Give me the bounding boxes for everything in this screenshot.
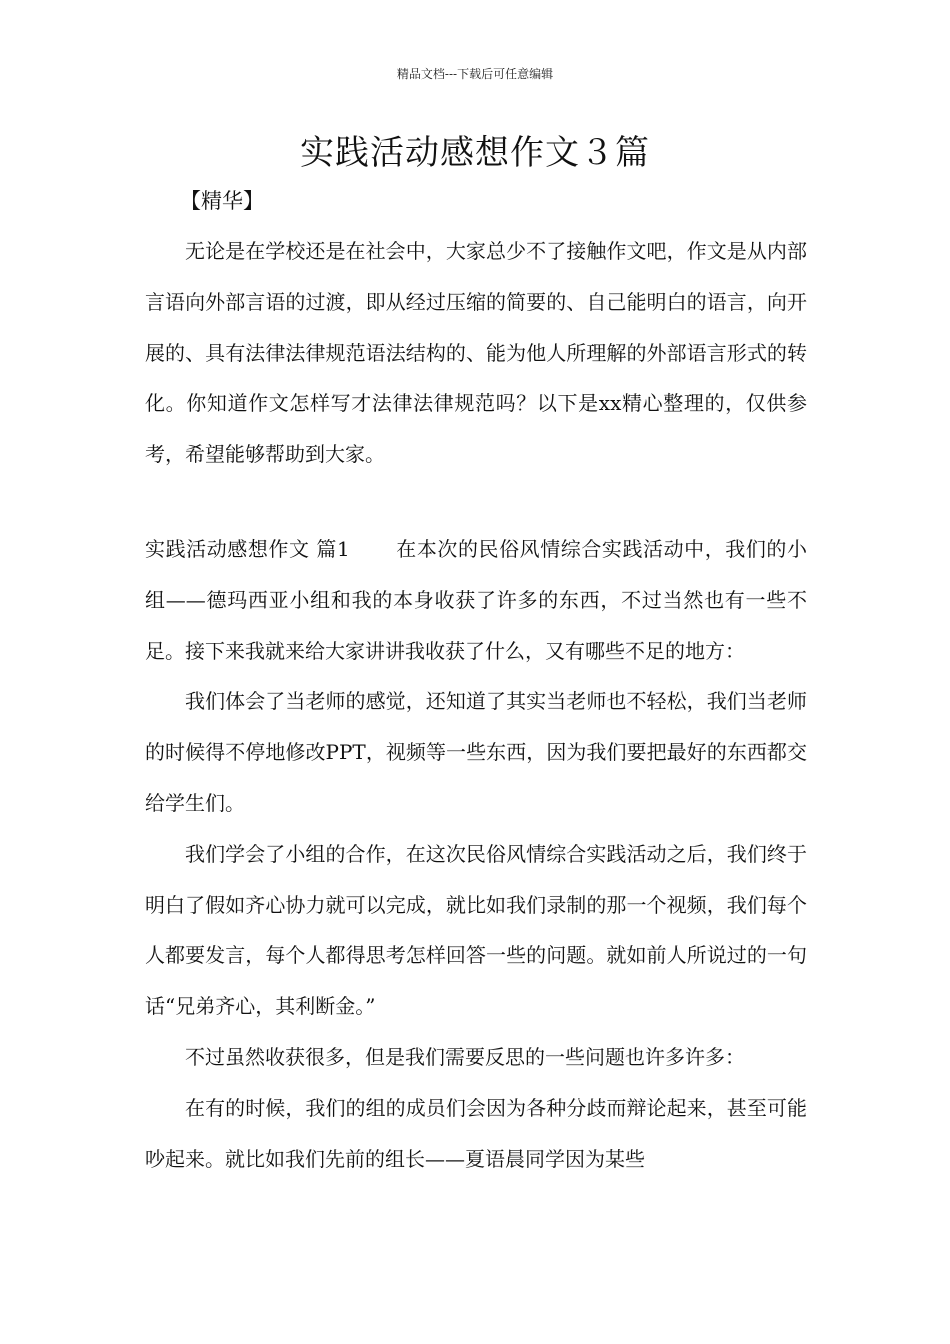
article-paragraph-2: 我们体会了当老师的感觉，还知道了其实当老师也不轻松，我们当老师的时候得不停地修改PPT，视频等一些东西，因为我们要把最好的东西都交给学生们。 [145,689,807,815]
article-paragraph-1 [145,524,807,676]
intro-section [145,226,807,480]
article-section [145,524,807,1184]
intro-paragraph: 无论是在学校还是在社会中，大家总少不了接触作文吧，作文是从内部言语向外部言语的过渡，即从经过压缩的简要的、自己能明白的语言，向开展的、具有法律法律规范语法结构的、能为他人所理解的外部语言形式的转化。你知道作文怎样写才法律法律规范吗？以下是xx精心整理的，仅供参考，希望能够帮助到大家。 [145,239,807,467]
article-paragraph-3: 我们学会了小组的合作，在这次民俗风情综合实践活动之后，我们终于明白了假如齐心协力就可以完成，就比如我们录制的那一个视频，我们每个人都要发言，每个人都得思考怎样回答一些的问题。就如前人所说过的一句话“兄弟齐心，其利断金。” [145,841,807,1019]
section-label: 实践活动感想作文 篇1 [145,537,350,561]
article-paragraph-4: 不过虽然收获很多，但是我们需要反思的一些问题也许多许多： [185,1044,745,1069]
document-title: 实践活动感想作文３篇 [300,133,650,173]
document-tag: 【精华】 [180,189,264,213]
article-paragraph-1-text: 在本次的民俗风情综合实践活动中，我们的小组——德玛西亚小组和我的本身收获了许多的东西，不过当然也有一些不足。接下来我就来给大家讲讲我收获了什么，又有哪些不足的地方： [145,537,807,663]
page-header-note: 精品文档---下载后可任意编辑 [396,67,554,81]
article-paragraph-5: 在有的时候，我们的组的成员们会因为各种分歧而辩论起来，甚至可能吵起来。就比如我们先前的组长——夏语晨同学因为某些 [145,1095,807,1171]
